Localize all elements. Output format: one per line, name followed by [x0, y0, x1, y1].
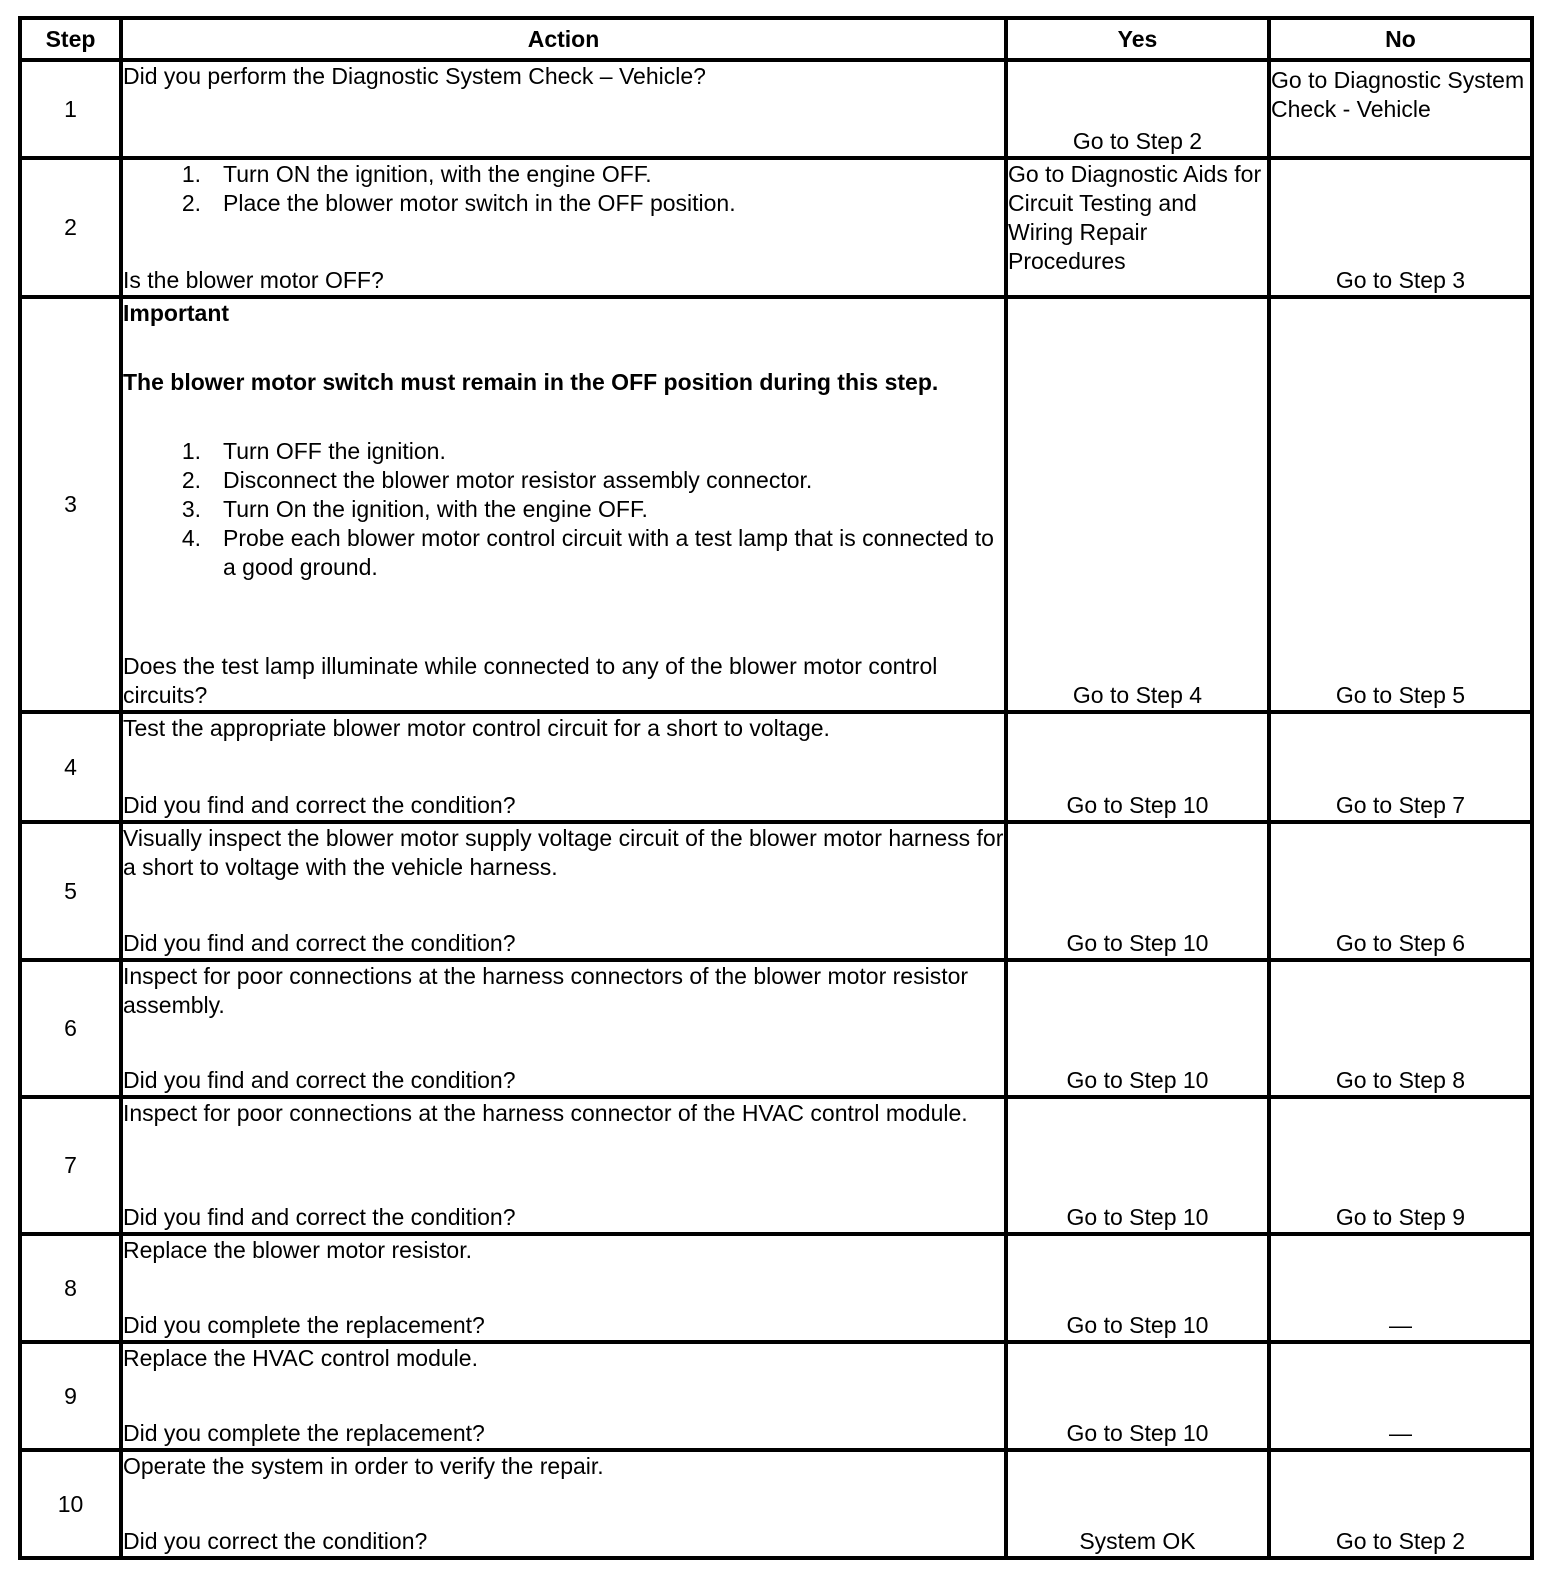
- no-cell: —: [1269, 1342, 1532, 1450]
- action-cell: [121, 1097, 1006, 1234]
- table-row: [20, 158, 1532, 297]
- yes-cell: Go to Step 10: [1006, 1234, 1269, 1342]
- action-question: Did you find and correct the condition?: [123, 792, 516, 818]
- action-question: Did you find and correct the condition?: [123, 1067, 516, 1093]
- yes-cell: Go to Step 10: [1006, 822, 1269, 960]
- step-number: 8: [20, 1234, 121, 1342]
- step-number: 7: [20, 1097, 121, 1234]
- table-row: [20, 60, 1532, 158]
- table-row: [20, 297, 1532, 712]
- table-row: [20, 1097, 1532, 1234]
- yes-cell: Go to Diagnostic Aids for Circuit Testing and Wiring Repair Procedures: [1006, 158, 1269, 297]
- no-cell: Go to Step 8: [1269, 960, 1532, 1097]
- step-number: 9: [20, 1342, 121, 1450]
- action-cell: [121, 297, 1006, 712]
- important-text: The blower motor switch must remain in the OFF position during this step.: [123, 369, 939, 395]
- yes-cell: Go to Step 10: [1006, 712, 1269, 822]
- no-cell: Go to Diagnostic System Check - Vehicle: [1269, 60, 1532, 158]
- header-step: Step: [20, 18, 121, 60]
- step-number: 6: [20, 960, 121, 1097]
- action-cell: [121, 60, 1006, 158]
- table-row: [20, 1342, 1532, 1450]
- action-text: Visually inspect the blower motor supply voltage circuit of the blower motor harness for a short to voltage with the vehicle harness.: [123, 825, 1004, 880]
- header-row: [20, 18, 1532, 60]
- action-cell: [121, 1342, 1006, 1450]
- action-text: Inspect for poor connections at the harness connectors of the blower motor resistor assembly.: [123, 963, 969, 1018]
- diagnostic-table: [18, 16, 1534, 1560]
- action-text: Replace the blower motor resistor.: [123, 1237, 472, 1263]
- action-question: Did you find and correct the condition?: [123, 930, 516, 956]
- no-cell: Go to Step 2: [1269, 1450, 1532, 1558]
- action-text: Operate the system in order to verify the repair.: [123, 1453, 604, 1479]
- action-text: Inspect for poor connections at the harness connector of the HVAC control module.: [123, 1100, 968, 1126]
- list-item: 2. Disconnect the blower motor resistor assembly connector.: [181, 467, 813, 493]
- list-item: 1. Turn ON the ignition, with the engine OFF.: [181, 161, 652, 187]
- action-cell: [121, 960, 1006, 1097]
- list-item: 3. Turn On the ignition, with the engine OFF.: [181, 496, 648, 522]
- yes-cell: Go to Step 10: [1006, 1342, 1269, 1450]
- no-cell: Go to Step 5: [1269, 297, 1532, 712]
- action-cell: [121, 158, 1006, 297]
- no-cell: Go to Step 3: [1269, 158, 1532, 297]
- step-number: 4: [20, 712, 121, 822]
- action-question: Did you complete the replacement?: [123, 1312, 485, 1338]
- action-steps-list: [123, 160, 1004, 218]
- table-row: [20, 1450, 1532, 1558]
- no-cell: Go to Step 9: [1269, 1097, 1532, 1234]
- header-yes: Yes: [1006, 18, 1269, 60]
- yes-cell: Go to Step 4: [1006, 297, 1269, 712]
- no-cell: Go to Step 6: [1269, 822, 1532, 960]
- action-cell: [121, 1450, 1006, 1558]
- step-number: 3: [20, 297, 121, 712]
- table-row: [20, 960, 1532, 1097]
- action-cell: [121, 822, 1006, 960]
- action-question: Does the test lamp illuminate while connected to any of the blower motor control circuits?: [123, 653, 938, 708]
- action-question: Is the blower motor OFF?: [123, 267, 384, 293]
- action-text: Test the appropriate blower motor control circuit for a short to voltage.: [123, 715, 830, 741]
- action-question: Did you find and correct the condition?: [123, 1204, 516, 1230]
- action-steps-list: [123, 437, 1004, 582]
- list-item: 1. Turn OFF the ignition.: [181, 438, 446, 464]
- header-action: Action: [121, 18, 1006, 60]
- list-item: 4. Probe each blower motor control circuit with a test lamp that is connected to a good ground.: [181, 525, 994, 580]
- header-no: No: [1269, 18, 1532, 60]
- table-row: [20, 712, 1532, 822]
- step-number: 1: [20, 60, 121, 158]
- important-title: Important: [123, 300, 230, 326]
- action-cell: [121, 712, 1006, 822]
- yes-cell: Go to Step 10: [1006, 960, 1269, 1097]
- action-question: Did you correct the condition?: [123, 1528, 428, 1554]
- yes-cell: System OK: [1006, 1450, 1269, 1558]
- yes-cell: Go to Step 2: [1006, 60, 1269, 158]
- step-number: 5: [20, 822, 121, 960]
- action-text: Did you perform the Diagnostic System Check – Vehicle?: [123, 63, 706, 89]
- table-row: [20, 1234, 1532, 1342]
- no-cell: —: [1269, 1234, 1532, 1342]
- step-number: 10: [20, 1450, 121, 1558]
- yes-cell: Go to Step 10: [1006, 1097, 1269, 1234]
- action-question: Did you complete the replacement?: [123, 1420, 485, 1446]
- no-cell: Go to Step 7: [1269, 712, 1532, 822]
- action-cell: [121, 1234, 1006, 1342]
- step-number: 2: [20, 158, 121, 297]
- action-text: Replace the HVAC control module.: [123, 1345, 478, 1371]
- table-row: [20, 822, 1532, 960]
- list-item: 2. Place the blower motor switch in the OFF position.: [181, 190, 736, 216]
